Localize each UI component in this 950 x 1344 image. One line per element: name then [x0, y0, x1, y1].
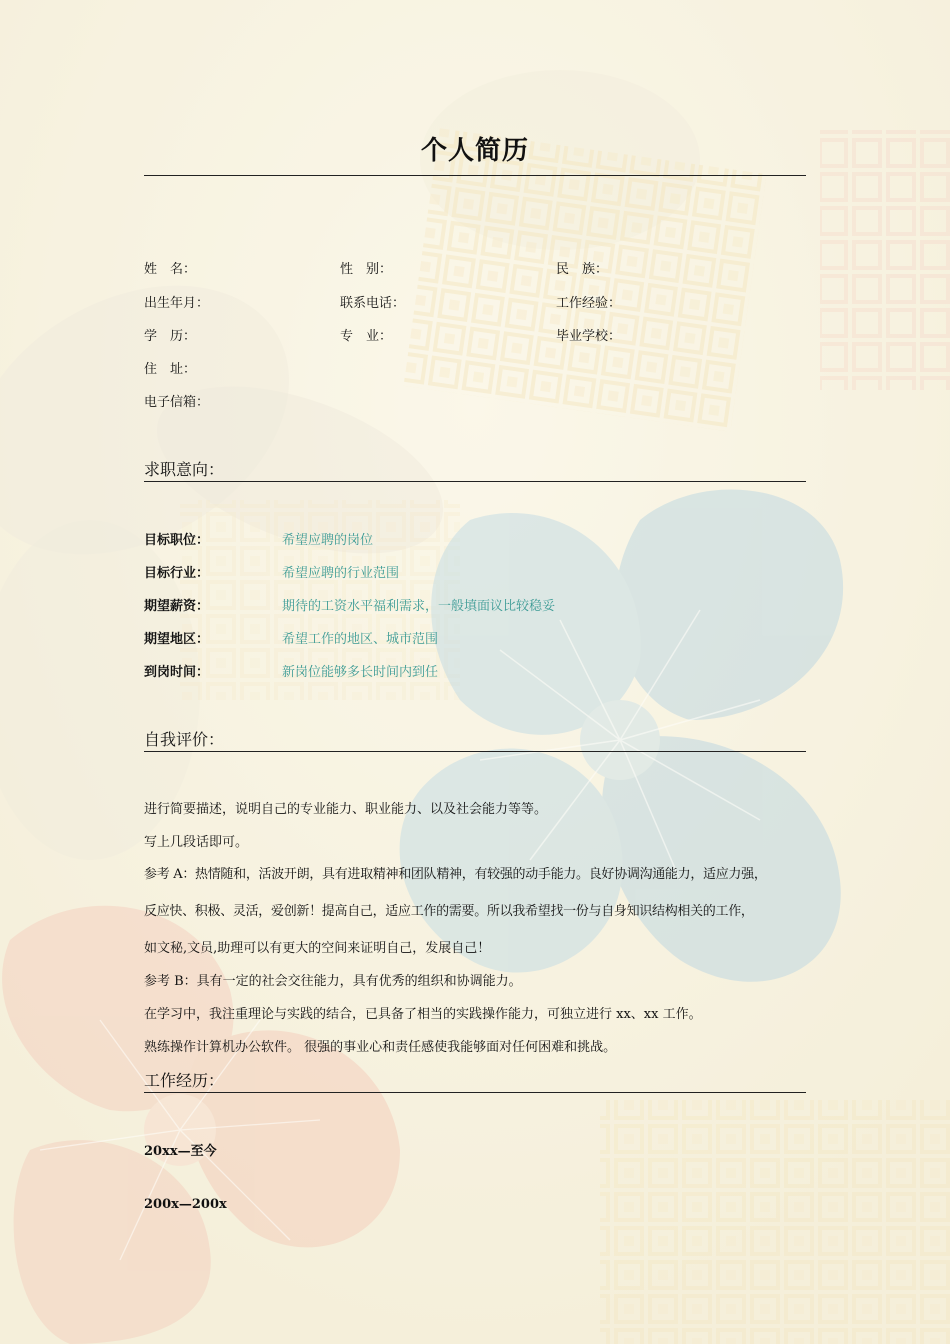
info-label-birthdate: 出生年月： — [144, 296, 210, 311]
intent-value-industry: 希望应聘的行业范围 — [282, 566, 400, 581]
section-title-self-evaluation: 自我评价： — [144, 730, 225, 749]
info-label-email: 电子信箱： — [144, 395, 210, 410]
section-divider — [144, 751, 806, 752]
info-label-name: 姓 名： — [144, 262, 197, 277]
intent-label-region: 期望地区： — [144, 632, 210, 647]
info-label-experience: 工作经验： — [556, 296, 622, 311]
document-title: 个人简历 — [420, 136, 529, 166]
section-divider — [144, 481, 806, 482]
title-divider — [144, 175, 806, 176]
paragraph-line: 熟练操作计算机办公软件。 很强的事业心和责任感使我能够面对任何困难和挑战。 — [144, 1040, 617, 1055]
info-label-phone: 联系电话： — [340, 296, 406, 311]
paragraph-line: 如文秘,文员,助理可以有更大的空间来证明自己，发展自己！ — [144, 941, 491, 956]
section-title-work-experience: 工作经历： — [144, 1071, 225, 1090]
paragraph-line: 在学习中，我注重理论与实践的结合，已具备了相当的实践操作能力，可独立进行 xx、xx 工作。 — [144, 1007, 702, 1022]
intent-label-industry: 目标行业： — [144, 566, 210, 581]
intent-label-start-time: 到岗时间： — [144, 665, 210, 680]
info-label-gender: 性 别： — [340, 262, 393, 277]
info-label-address: 住 址： — [144, 362, 197, 377]
section-title-job-intent: 求职意向： — [144, 460, 225, 479]
intent-label-salary: 期望薪资： — [144, 599, 210, 614]
intent-label-position: 目标职位： — [144, 533, 210, 548]
info-label-major: 专 业： — [340, 329, 393, 344]
paragraph-line: 反应快、积极、灵活，爱创新！提高自己，适应工作的需要。所以我希望找一份与自身知识结构相关的工作， — [144, 904, 754, 919]
section-divider — [144, 1092, 806, 1093]
info-label-ethnicity: 民 族： — [556, 262, 609, 277]
work-period: 200x—200x — [144, 1197, 227, 1212]
intent-value-position: 希望应聘的岗位 — [282, 533, 374, 548]
intent-value-region: 希望工作的地区、城市范围 — [282, 632, 439, 647]
info-label-school: 毕业学校： — [556, 329, 622, 344]
intent-value-salary: 期待的工资水平福利需求，一般填面议比较稳妥 — [282, 599, 556, 614]
intent-value-start-time: 新岗位能够多长时间内到任 — [282, 665, 439, 680]
paragraph-line: 进行简要描述，说明自己的专业能力、职业能力、以及社会能力等等。 — [144, 802, 548, 817]
paragraph-line: 参考 B：具有一定的社会交往能力，具有优秀的组织和协调能力。 — [144, 974, 522, 989]
info-label-education: 学 历： — [144, 329, 197, 344]
paragraph-line: 写上几段话即可。 — [144, 835, 249, 850]
paragraph-line: 参考 A：热情随和，活波开朗，具有进取精神和团队精神，有较强的动手能力。良好协调沟通能力，适应力强， — [144, 867, 767, 882]
work-period: 20xx—至今 — [144, 1144, 217, 1159]
